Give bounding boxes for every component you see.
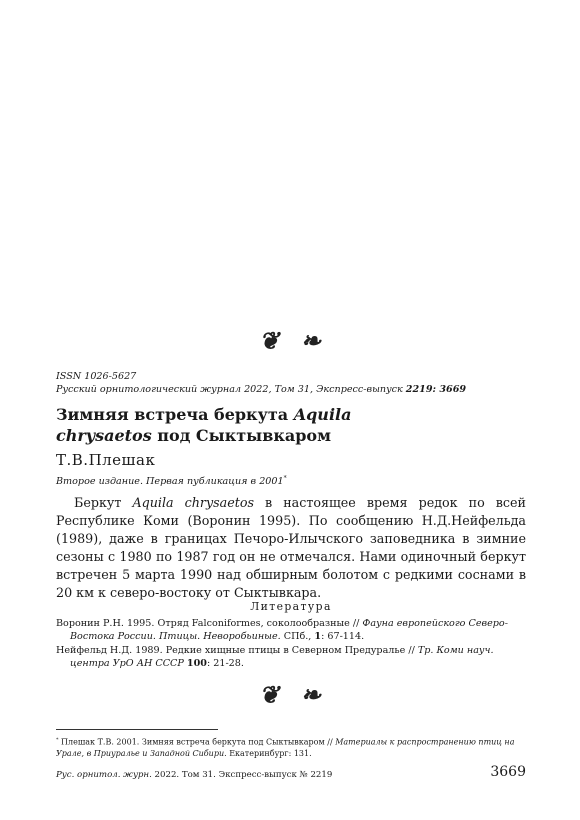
page-number: 3669 (490, 764, 526, 780)
article-body (56, 494, 526, 602)
fleuron-left-icon: ❦ (259, 326, 282, 355)
issue-pages: 2219: 3669 (405, 384, 467, 395)
fleuron-right-icon: ❧ (300, 680, 323, 709)
fleuron-left-icon: ❦ (259, 680, 282, 709)
journal-line: Русский орнитологический журнал 2022, Том 31, Экспресс-выпуск 2219: 3669 (56, 384, 467, 395)
journal-meta (56, 370, 466, 396)
ornament-divider-top (56, 326, 526, 355)
footnote: * Плешак Т.В. 2001. Зимняя встреча беркута под Сыктывкаром // Материалы к распространению птиц на Урале, в Приуралье и Западной Сибири. Екатеринбург: 131. (56, 737, 515, 759)
edition-note: Второе издание. Первая публикация в 2001* (56, 475, 287, 488)
ornament-divider-bottom (56, 680, 526, 709)
literature-heading: Литература (250, 600, 332, 613)
running-footer: Рус. орнитол. журн. 2022. Том 31. Экспресс-выпуск № 2219 (56, 770, 333, 780)
footnote-rule (56, 729, 218, 730)
journal-page (56, 0, 526, 820)
fleuron-right-icon: ❧ (300, 326, 323, 355)
body-paragraph: Беркут Aquila chrysaetos в настоящее время редок по всей Республике Коми (Воронин 1995). По сообщению Н.Д.Нейфельда (1989), даже в границах Печоро-Илычского заповедника в зимние сезоны с 1980 по 1987 год он не отмечался. Нами одиночный беркут встречен 5 марта 1990 над обширным болотом с редкими соснами в 20 км к северо-востоку от Сыктывкара. (56, 495, 527, 600)
reference-item: Воронин Р.Н. 1995. Отряд Falconiformes, соколообразные // Фауна европейского Северо-Востока России. Птицы. Неворобьиные. СПб., 1: 67-114. (56, 618, 508, 642)
article-author: Т.В.Плешак (56, 451, 156, 469)
reference-item: Нейфельд Н.Д. 1989. Редкие хищные птицы в Северном Предуралье // Тр. Коми науч. центра УрО АН СССР 100: 21-28. (56, 645, 494, 669)
reference-list (56, 617, 526, 671)
article-title: Зимняя встреча беркута Aquila chrysaetos под Сыктывкаром (56, 405, 352, 445)
issn: ISSN 1026-5627 (56, 371, 137, 382)
